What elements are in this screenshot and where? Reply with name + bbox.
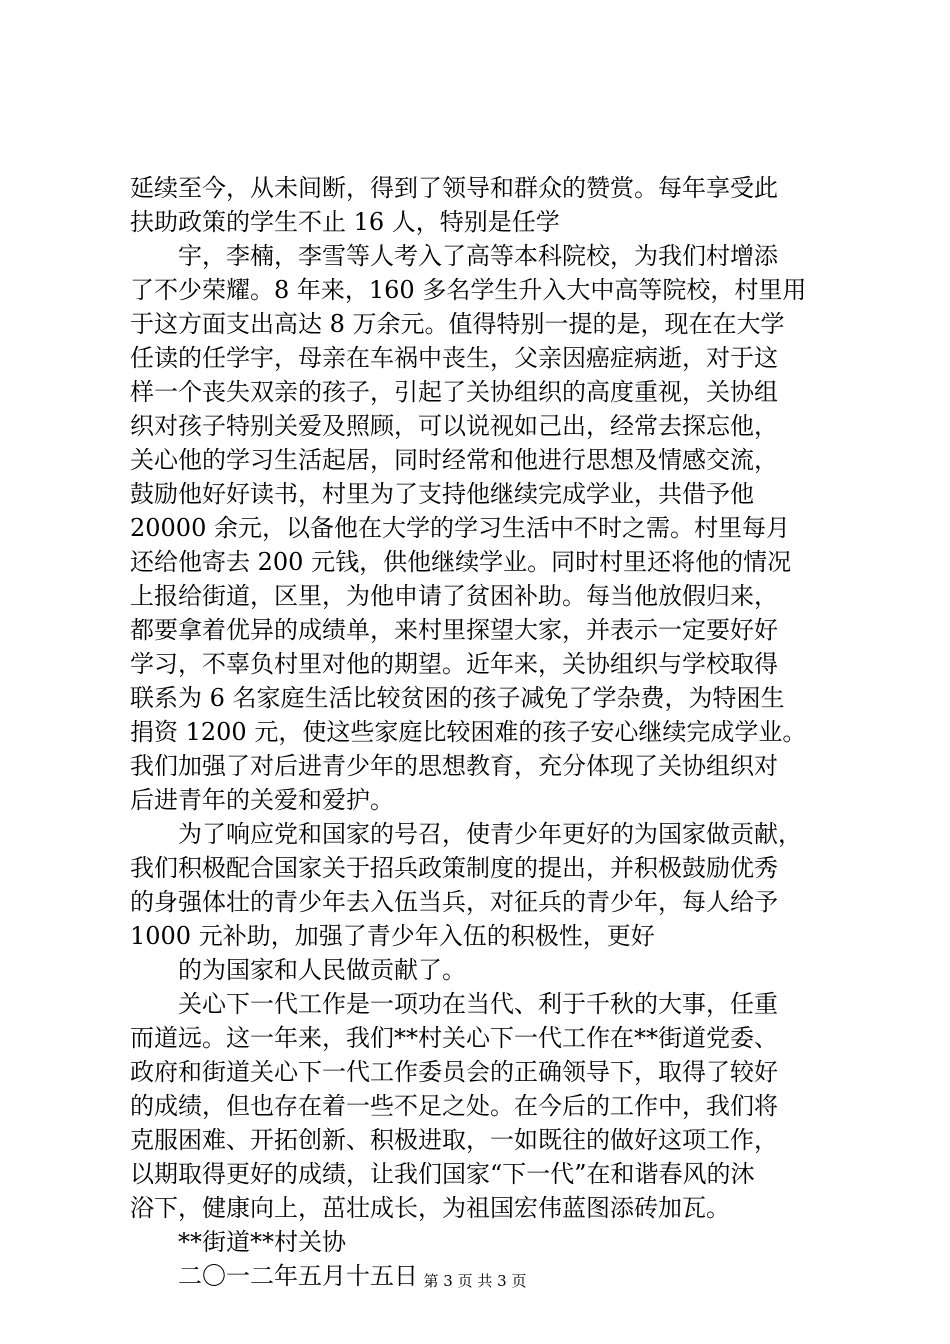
text-line: 织对孩子特别关爱及照顾，可以说视如己出，经常去探忘他， — [130, 412, 778, 440]
page-footer — [0, 1271, 950, 1291]
signature-date: 二〇一二年五月十五日 — [178, 1262, 418, 1290]
text-line: 以期取得更好的成绩，让我们国家“下一代”在和谐春风的沐 — [130, 1160, 755, 1188]
text-line: 1000 元补助，加强了青少年入伍的积极性，更好 — [130, 922, 655, 950]
text-line: 为了响应党和国家的号召，使青少年更好的为国家做贡献， — [178, 820, 802, 848]
text-line: 了不少荣耀。8 年来，160 多名学生升入大中高等院校，村里用 — [130, 276, 807, 304]
text-line: 还给他寄去 200 元钱，供他继续学业。同时村里还将他的情况 — [130, 548, 792, 576]
document-body — [130, 171, 830, 1293]
text-line: 上报给街道，区里，为他申请了贫困补助。每当他放假归来， — [130, 582, 778, 610]
text-line: 克服困难、开拓创新、积极进取，一如既往的做好这项工作， — [130, 1126, 778, 1154]
text-line: 于这方面支出高达 8 万余元。值得特别一提的是，现在在大学 — [130, 310, 785, 338]
page-number: 第 3 页 共 3 页 — [423, 1272, 527, 1290]
text-line: 任读的任学宇，母亲在车祸中丧生，父亲因癌症病逝，对于这 — [130, 344, 778, 372]
text-line: 关心他的学习生活起居，同时经常和他进行思想及情感交流， — [130, 446, 778, 474]
text-line: 联系为 6 名家庭生活比较贫困的孩子减免了学杂费，为特困生 — [130, 684, 785, 712]
text-line: 的身强体壮的青少年去入伍当兵，对征兵的青少年，每人给予 — [130, 888, 778, 916]
text-line: 都要拿着优异的成绩单，来村里探望大家，并表示一定要好好 — [130, 616, 778, 644]
signature-organization: **街道**村关协 — [178, 1228, 346, 1256]
text-line: 学习，不辜负村里对他的期望。近年来，关协组织与学校取得 — [130, 650, 778, 678]
text-line: 鼓励他好好读书，村里为了支持他继续完成学业，共借予他 — [130, 480, 754, 508]
text-line: 宇，李楠，李雪等人考入了高等本科院校，为我们村增添 — [178, 242, 778, 270]
text-line: 而道远。这一年来，我们**村关心下一代工作在**街道党委、 — [130, 1024, 778, 1052]
text-line: 后进青年的关爱和爱护。 — [130, 786, 394, 814]
text-line: 延续至今，从未间断，得到了领导和群众的赞赏。每年享受此 — [130, 174, 778, 202]
text-line: 的为国家和人民做贡献了。 — [178, 956, 466, 984]
text-line: 样一个丧失双亲的孩子，引起了关协组织的高度重视，关协组 — [130, 378, 778, 406]
text-line: 扶助政策的学生不止 16 人，特别是任学 — [130, 208, 560, 236]
text-line: 我们加强了对后进青少年的思想教育，充分体现了关协组织对 — [130, 752, 778, 780]
text-line: 关心下一代工作是一项功在当代、利于千秋的大事，任重 — [178, 990, 778, 1018]
text-line: 捐资 1200 元，使这些家庭比较困难的孩子安心继续完成学业。 — [130, 718, 807, 746]
text-line: 浴下，健康向上，茁壮成长，为祖国宏伟蓝图添砖加瓦。 — [130, 1194, 730, 1222]
text-line: 我们积极配合国家关于招兵政策制度的提出，并积极鼓励优秀 — [130, 854, 778, 882]
text-line: 政府和街道关心下一代工作委员会的正确领导下，取得了较好 — [130, 1058, 778, 1086]
text-line: 的成绩，但也存在着一些不足之处。在今后的工作中，我们将 — [130, 1092, 778, 1120]
text-line: 20000 余元，以备他在大学的学习生活中不时之需。村里每月 — [130, 514, 790, 542]
